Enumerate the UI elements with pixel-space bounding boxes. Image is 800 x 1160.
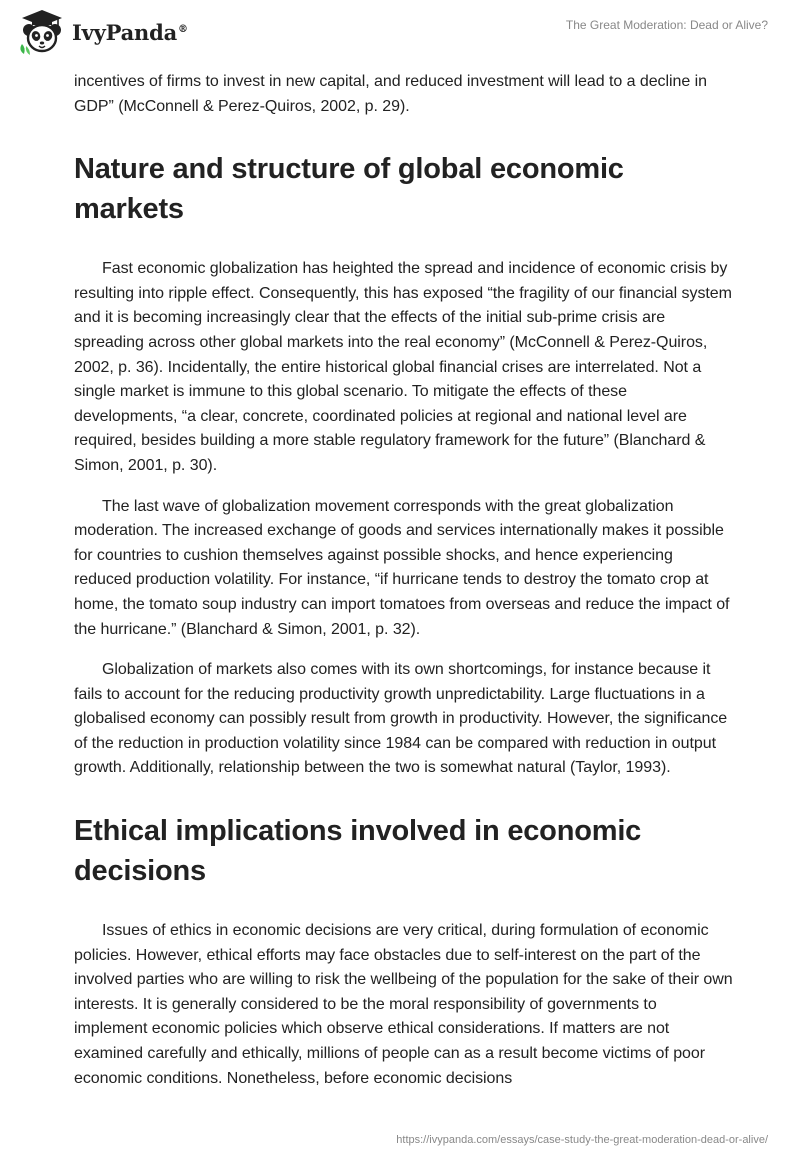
panda-graduate-icon: [16, 8, 68, 56]
source-url[interactable]: https://ivypanda.com/essays/case-study-the-great-moderation-dead-or-alive/: [396, 1134, 768, 1146]
paragraph: Fast economic globalization has heighted the spread and incidence of economic crisis by resulting into ripple effect. Consequently, this has exposed “the fragility of our financial system and it is becoming increasingly clear that the effects of the initial sub-prime crisis are spreading across other global markets into the real economy” (McConnell & Perez-Quiros, 2002, p. 36). Incidentally, the entire historical global financial crises are interrelated. Not a single market is immune to this global scenario. To mitigate the effects of these developments, “a clear, concrete, coordinated policies at regional and national level are required, besides building a more stable regulatory framework for the future” (Blanchard & Simon, 2001, p. 30).: [74, 260, 732, 474]
brand-logo[interactable]: [16, 8, 188, 56]
section-heading-global-markets: Nature and structure of global economic markets: [74, 153, 624, 226]
section-heading-ethical-implications: Ethical implications involved in economic decisions: [74, 815, 642, 888]
paragraph: Globalization of markets also comes with its own shortcomings, for instance because it fails to account for the reducing productivity growth unpredictability. Large fluctuations in a globalised economy can possibly result from growth in productivity. However, the significance of the reduction in production volatility since 1984 can be compared with reduction in output growth. Additionally, relationship between the two is somewhat natural (Taylor, 1993).: [74, 661, 728, 777]
intro-paragraph: incentives of firms to invest in new capital, and reduced investment will lead to a decline in GDP” (McConnell & Perez-Quiros, 2002, p. 29).: [74, 73, 707, 115]
page-header: [0, 0, 800, 64]
document-title: The Great Moderation: Dead or Alive?: [565, 18, 768, 32]
brand-name: IvyPanda®: [72, 19, 188, 45]
paragraph: Issues of ethics in economic decisions are very critical, during formulation of economic policies. However, ethical efforts may face obstacles due to self-interest on the part of the involved parties who are willing to risk the wellbeing of the population for the sake of their own interests. It is generally considered to be the moral responsibility of governments to implement economic policies which observe ethical considerations. If matters are not examined carefully and ethically, millions of people can as a result become victims of poor economic conditions. Nonetheless, before economic decisions: [74, 922, 733, 1087]
registered-mark: ®: [178, 23, 188, 35]
essay-body: [74, 70, 734, 1107]
paragraph: The last wave of globalization movement corresponds with the great globalization moderation. The increased exchange of goods and services internationally makes it possible for countries to cushion themselves against possible shocks, and hence experiencing reduced production volatility. For instance, “if hurricane tends to destroy the tomato crop at home, the tomato soup industry can import tomatoes from overseas and reduce the impact of the hurricane.” (Blanchard & Simon, 2001, p. 32).: [74, 497, 730, 638]
